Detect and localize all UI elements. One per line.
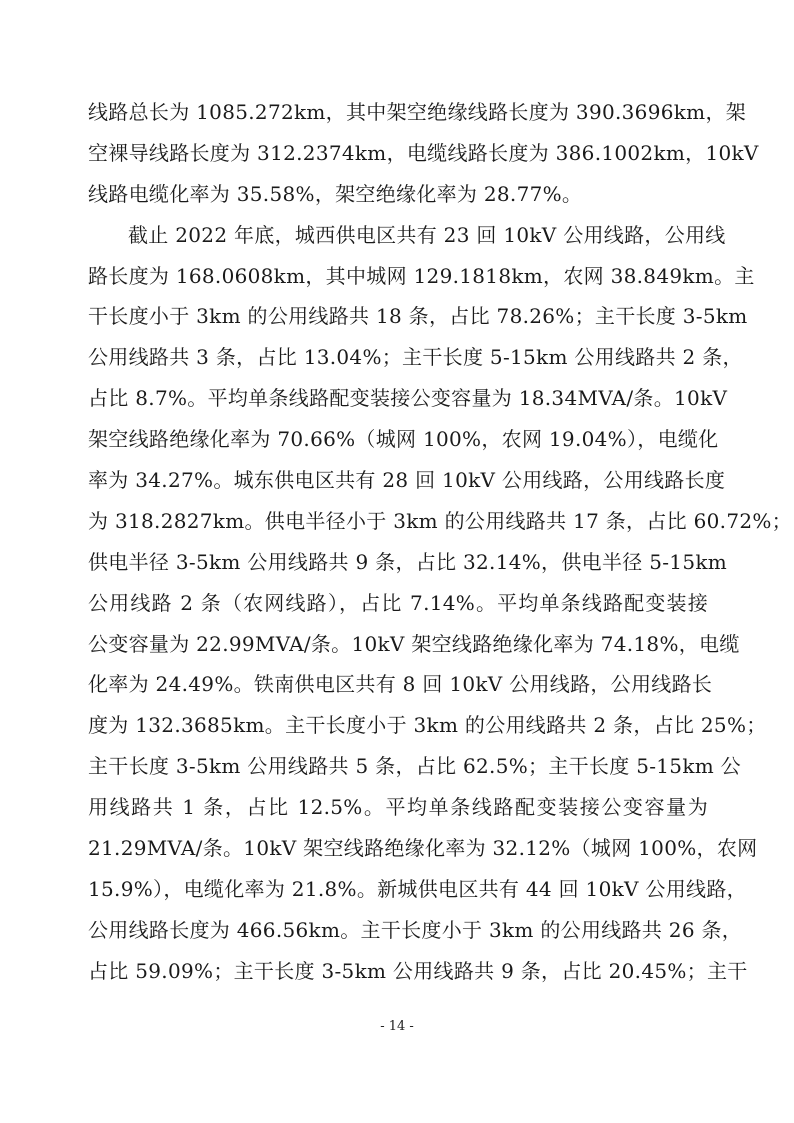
text-line: 干长度小于 3km 的公用线路共 18 条，占比 78.26%；主干长度 3-5km (88, 304, 748, 329)
text-line: 主干长度 3-5km 公用线路共 5 条，占比 62.5%；主干长度 5-15km 公 (88, 754, 741, 779)
text-line: 占比 59.09%；主干长度 3-5km 公用线路共 9 条，占比 20.45%；主干 (88, 958, 748, 983)
text-line: 用线路共 1 条，占比 12.5%。平均单条线路配变装接公变容量为 (88, 795, 708, 820)
body-text (88, 92, 792, 992)
text-line: 空裸导线路长度为 312.2374km，电缆线路长度为 386.1002km，10kV (88, 140, 759, 165)
text-line: 为 318.2827km。供电半径小于 3km 的公用线路共 17 条，占比 60.72%； (88, 508, 792, 533)
text-line: 公变容量为 22.99MVA/条。10kV 架空线路绝缘化率为 74.18%，电缆 (88, 631, 740, 656)
text-line: 线路电缆化率为 35.58%，架空绝缘化率为 28.77%。 (88, 181, 583, 206)
text-line: 率为 34.27%。城东供电区共有 28 回 10kV 公用线路，公用线路长度 (88, 468, 726, 493)
text-line: 化率为 24.49%。铁南供电区共有 8 回 10kV 公用线路，公用线路长 (88, 672, 713, 697)
text-line: 架空线路绝缘化率为 70.66%（城网 100%，农网 19.04%），电缆化 (88, 427, 719, 452)
text-line: 15.9%），电缆化率为 21.8%。新城供电区共有 44 回 10kV 公用线路， (88, 876, 747, 901)
text-line: 线路总长为 1085.272km，其中架空绝缘线路长度为 390.3696km，架 (88, 100, 747, 124)
text-line: 路长度为 168.0608km，其中城网 129.1818km，农网 38.849km。主 (88, 263, 755, 288)
text-line: 供电半径 3-5km 公用线路共 9 条，占比 32.14%，供电半径 5-15km (88, 549, 728, 574)
paragraph-first-line: 截止 2022 年底，城西供电区共有 23 回 10kV 公用线路，公用线 (128, 222, 726, 247)
text-line: 公用线路共 3 条，占比 13.04%；主干长度 5-15km 公用线路共 2 条， (88, 345, 743, 370)
text-line: 占比 8.7%。平均单条线路配变装接公变容量为 18.34MVA/条。10kV (88, 386, 728, 411)
page-number: - 14 - (380, 1019, 414, 1034)
text-line: 公用线路 2 条（农网线路），占比 7.14%。平均单条线路配变装接 (88, 590, 708, 615)
text-line: 公用线路长度为 466.56km。主干长度小于 3km 的公用线路共 26 条， (88, 917, 743, 942)
text-line: 度为 132.3685km。主干长度小于 3km 的公用线路共 2 条，占比 25%； (88, 713, 767, 738)
text-line: 21.29MVA/条。10kV 架空线路绝缘化率为 32.12%（城网 100%，农网 (88, 836, 758, 861)
